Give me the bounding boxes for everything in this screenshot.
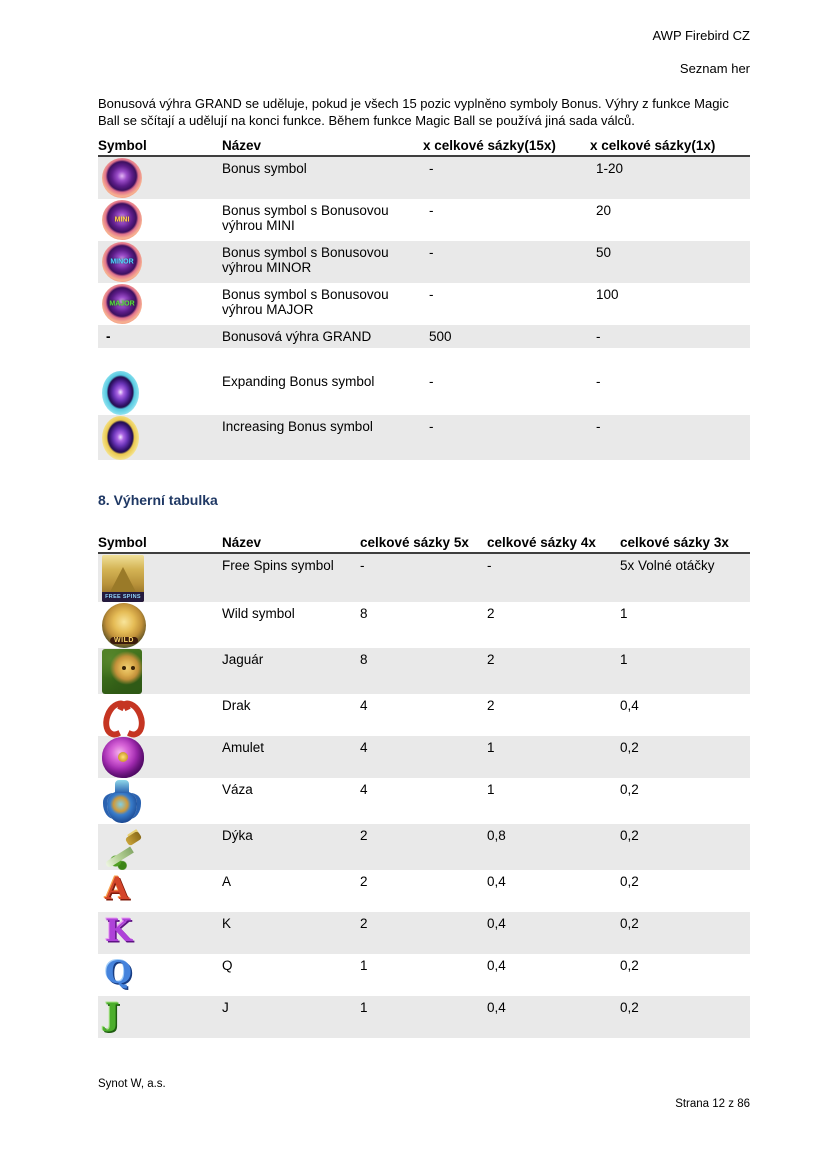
payout-value [590,348,750,370]
col-header-4x: celkové sázky 4x [487,535,596,550]
increasing-orb-icon [102,416,139,460]
bonus-table-header [98,138,750,157]
table-row [98,870,750,912]
symbol-cell [98,996,222,1038]
payout-value: 0,2 [620,1000,639,1015]
bonus-orb-major-icon [102,284,142,324]
payout-value: 50 [596,245,612,260]
symbol-cell [98,370,222,415]
payout-value: 0,4 [487,874,506,889]
payout-value: 0,2 [620,740,639,755]
symbol-cell [98,241,222,283]
payout-value: 20 [596,203,612,218]
payout-value: 0,2 [620,916,639,931]
payout-value: 1 [620,606,628,621]
freespins-icon [102,555,144,602]
payout-value: - [429,203,434,218]
symbol-name: Bonus symbol s Bonusovou výhrou MINI [222,203,389,233]
table-row [98,370,750,415]
symbol-name: Váza [222,782,253,797]
table-row [98,157,750,199]
no-symbol-dash: - [106,329,111,344]
payout-value: - [429,374,434,389]
letter-q-icon: Q [105,955,133,991]
payout-value: 2 [487,652,495,667]
symbol-cell [98,778,222,824]
symbol-name: Bonus symbol s Bonusovou výhrou MINOR [222,245,389,275]
payout-value: 0,8 [487,828,506,843]
document-header [98,28,750,76]
symbol-name: Wild symbol [222,606,295,621]
amulet-icon [102,737,144,778]
symbol-cell [98,602,222,648]
payout-value: 1 [487,740,495,755]
payout-value: 8 [360,652,368,667]
payout-value: - [487,558,492,573]
symbol-name: Amulet [222,740,265,755]
payout-value: 2 [360,828,368,843]
symbol-cell [98,157,222,199]
symbol-icon-label: WILD [110,637,138,644]
bonus-orb-icon [102,158,142,198]
col-header-3x: celkové sázky 3x [620,535,729,550]
payout-value: 0,2 [620,782,639,797]
symbol-name: Dýka [222,828,253,843]
dyka-icon [102,825,148,870]
table-spacer-row [98,348,750,370]
payout-value: 1 [360,958,368,973]
payout-value: 2 [360,874,368,889]
bonus-table-body [98,157,750,460]
payout-value: 0,4 [620,698,639,713]
symbol-icon-label: MINOR [110,258,134,266]
payout-value: 1 [487,782,495,797]
payout-value: 4 [360,740,368,755]
payout-value: 2 [487,606,495,621]
payout-value: - [429,287,434,302]
symbol-cell [98,325,222,348]
intro-paragraph: Bonusová výhra GRAND se uděluje, pokud je všech 15 pozic vyplněno symboly Bonus. Výhry z funkce Magic Ball se sčítají a udělují na konci funkce. Během funkce Magic Ball se používá jiná sada válců. [98,96,729,128]
payout-value: 8 [360,606,368,621]
table-row [98,736,750,778]
payout-value: 0,2 [620,958,639,973]
payout-value: 4 [360,782,368,797]
symbol-name: A [222,874,232,889]
symbol-name [222,348,423,370]
doc-title: AWP Firebird CZ [652,28,750,43]
symbol-name: K [222,916,232,931]
table-row [98,954,750,996]
payout-value: - [429,245,434,260]
payout-value: 0,2 [620,828,639,843]
symbol-cell [98,415,222,460]
footer-company: Synot W, a.s. [98,1078,166,1090]
symbol-icon-label: MINI [114,216,130,224]
table-row [98,602,750,648]
symbol-name: Free Spins symbol [222,558,334,573]
symbol-cell [98,554,222,602]
bonus-table [98,138,750,460]
col-header-symbol: Symbol [98,535,147,550]
payout-value: 5x Volné otáčky [620,558,715,573]
payout-value: - [429,161,434,176]
table-row [98,996,750,1038]
document-page [98,0,750,1038]
col-header-nazev: Název [222,535,262,550]
payout-value [423,348,590,370]
symbol-cell [98,694,222,736]
table-row [98,694,750,736]
symbol-cell [98,912,222,954]
wild-icon [102,603,146,648]
symbol-cell [98,283,222,325]
payout-value: - [596,419,601,434]
symbol-cell [98,736,222,778]
bonus-orb-mini-icon [102,200,142,240]
table-row [98,824,750,870]
symbol-name: Bonusová výhra GRAND [222,329,372,344]
symbol-icon-label: MAJOR [109,300,135,308]
letter-a-icon: A [105,871,130,907]
bonus-orb-minor-icon [102,242,142,282]
table-row [98,912,750,954]
symbol-cell [98,648,222,694]
payout-value: 1 [620,652,628,667]
payout-value: - [360,558,365,573]
payout-value: 0,4 [487,1000,506,1015]
letter-j-icon: J [105,997,120,1033]
payout-value: - [596,329,601,344]
col-header-1x: x celkové sázky(1x) [590,138,716,153]
table-row [98,554,750,602]
paytable-body [98,554,750,1038]
symbol-cell [98,954,222,996]
table-row [98,325,750,348]
symbol-cell [98,824,222,870]
table-row [98,241,750,283]
expanding-orb-icon [102,371,139,415]
payout-value: - [429,419,434,434]
symbol-name: Drak [222,698,251,713]
payout-value: 0,2 [620,874,639,889]
jaguar-icon [102,649,142,694]
paytable [98,535,750,1038]
col-header-symbol: Symbol [98,138,147,153]
paytable-header [98,535,750,554]
symbol-name: Bonus symbol s Bonusovou výhrou MAJOR [222,287,389,317]
symbol-cell [98,870,222,912]
table-row [98,283,750,325]
payout-value: 500 [429,329,452,344]
payout-value: 0,4 [487,916,506,931]
symbol-icon-label: FREE SPINS [102,592,144,602]
payout-value: 0,4 [487,958,506,973]
drak-icon [102,695,146,735]
col-header-5x: celkové sázky 5x [360,535,469,550]
symbol-name: Q [222,958,233,973]
table-row [98,778,750,824]
symbol-name: Bonus symbol [222,161,307,176]
symbol-name: Expanding Bonus symbol [222,374,375,389]
table-row [98,648,750,694]
symbol-cell [98,199,222,241]
symbol-name: Jaguár [222,652,264,667]
vaza-icon [105,779,139,824]
table-row [98,199,750,241]
payout-value: 100 [596,287,619,302]
footer-page-number: Strana 12 z 86 [675,1098,750,1110]
table-row [98,415,750,460]
payout-value: 1 [360,1000,368,1015]
symbol-name: Increasing Bonus symbol [222,419,373,434]
payout-value: 2 [360,916,368,931]
symbol-name: J [222,1000,229,1015]
section-heading: 8. Výherní tabulka [98,492,218,508]
payout-value: 1-20 [596,161,624,176]
doc-subtitle: Seznam her [679,61,750,76]
payout-value: 4 [360,698,368,713]
payout-value: - [596,374,601,389]
col-header-15x: x celkové sázky(15x) [423,138,556,153]
col-header-nazev: Název [222,138,262,153]
payout-value: 2 [487,698,495,713]
symbol-cell [98,348,222,370]
letter-k-icon: K [105,913,132,949]
